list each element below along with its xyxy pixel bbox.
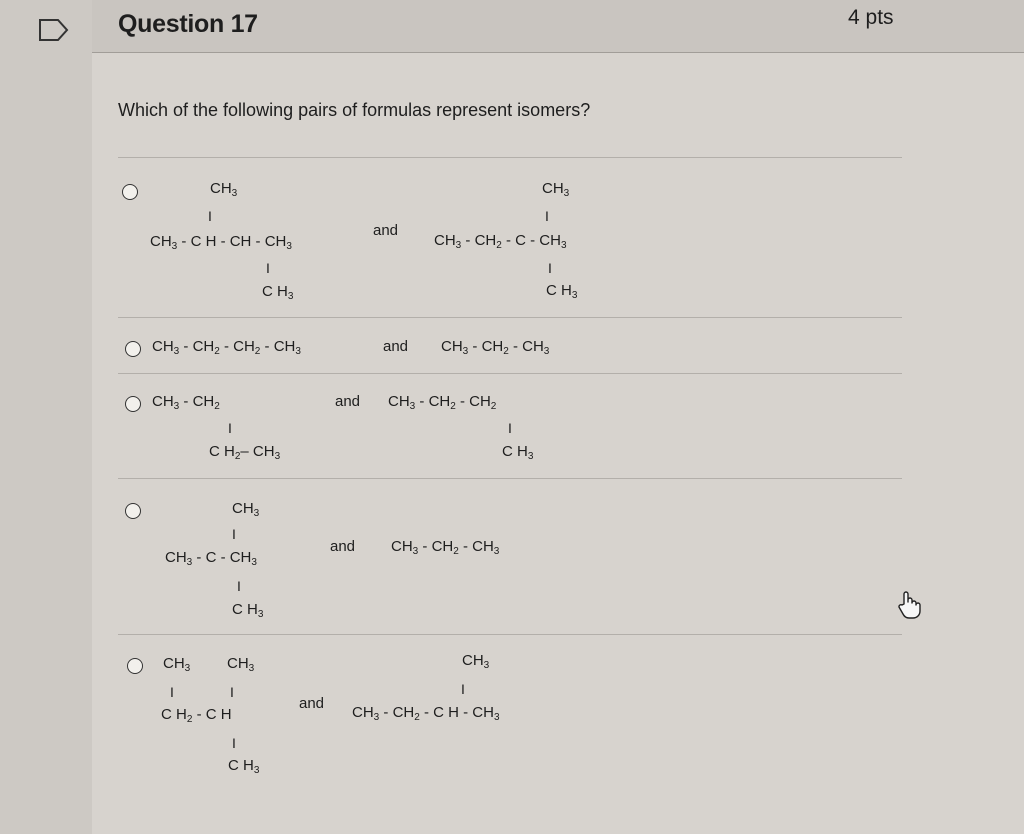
question-prompt: Which of the following pairs of formulas represent isomers? — [118, 100, 591, 120]
divider — [118, 373, 902, 374]
bond-line: I — [228, 420, 232, 436]
bond-line: I — [461, 681, 465, 697]
option-c-left-bottom: C $H_2-$ $CH_3$ — [209, 443, 281, 462]
hand-pointer-icon — [896, 590, 922, 620]
option-e-left-top-2: $CH_3$ — [227, 655, 255, 674]
option-c-and: and — [335, 393, 361, 410]
bond-line: I — [232, 735, 236, 751]
option-a-radio[interactable] — [122, 184, 138, 200]
option-e-left-bottom: C $H_3$ — [228, 757, 260, 776]
option-e-right-main: $CH_3 - CH_2$ - C H - $CH_3$ — [352, 704, 500, 723]
option-b-and: and — [383, 338, 409, 355]
divider — [118, 478, 902, 479]
option-a-left-bottom: C $H_3$ — [262, 283, 294, 302]
option-d-left-top: $CH_3$ — [232, 500, 260, 519]
option-c-left-main: $CH_3 - CH_2$ — [152, 393, 220, 412]
option-d-right-main: $CH_3 - CH_2 - CH_3$ — [391, 538, 500, 557]
option-a-right-main: $CH_3 - CH_2$ - C - $CH_3$ — [434, 232, 567, 251]
divider — [118, 157, 902, 158]
question-gutter — [0, 0, 93, 834]
option-a-right-bottom: C $H_3$ — [546, 282, 578, 301]
option-c-right-bottom: C $H_3$ — [502, 443, 534, 462]
bond-line: I — [508, 420, 512, 436]
bond-line: I — [548, 260, 552, 276]
option-d-left-bottom: C $H_3$ — [232, 601, 264, 620]
option-c-radio[interactable] — [125, 396, 141, 412]
option-b-right-main: $CH_3 - CH_2 - CH_3$ — [441, 338, 550, 357]
option-a-right-top: $CH_3$ — [542, 180, 570, 199]
option-c-right-main: $CH_3 - CH_2 - CH_2$ — [388, 393, 497, 412]
option-e-and: and — [299, 695, 325, 712]
option-e-radio[interactable] — [127, 658, 143, 674]
bond-line: I — [232, 526, 236, 542]
divider — [118, 634, 902, 635]
option-b-radio[interactable] — [125, 341, 141, 357]
divider — [118, 317, 902, 318]
option-d-and: and — [330, 538, 356, 555]
question-title: Question 17 — [118, 10, 258, 38]
bond-line: I — [266, 260, 270, 276]
option-a-and: and — [373, 222, 399, 239]
bond-line: I — [208, 208, 212, 224]
bond-line: I — [170, 684, 174, 700]
option-e-right-top: $CH_3$ — [462, 652, 490, 671]
option-e-left-top-1: $CH_3$ — [163, 655, 191, 674]
option-b-left-main: $CH_3 - CH_2 - CH_2 - CH_3$ — [152, 338, 301, 357]
flag-icon[interactable] — [38, 18, 70, 42]
bond-line: I — [545, 208, 549, 224]
option-d-left-main: $CH_3$ - C - $CH_3$ — [165, 549, 257, 568]
option-a-left-main: $CH_3$ - C H - CH - $CH_3$ — [150, 233, 292, 252]
option-e-left-main: C $H_2$ - C H — [161, 706, 232, 725]
option-d-radio[interactable] — [125, 503, 141, 519]
bond-line: I — [230, 684, 234, 700]
bond-line: I — [237, 578, 241, 594]
question-points: 4 pts — [848, 6, 894, 29]
option-a-left-top: $CH_3$ — [210, 180, 238, 199]
